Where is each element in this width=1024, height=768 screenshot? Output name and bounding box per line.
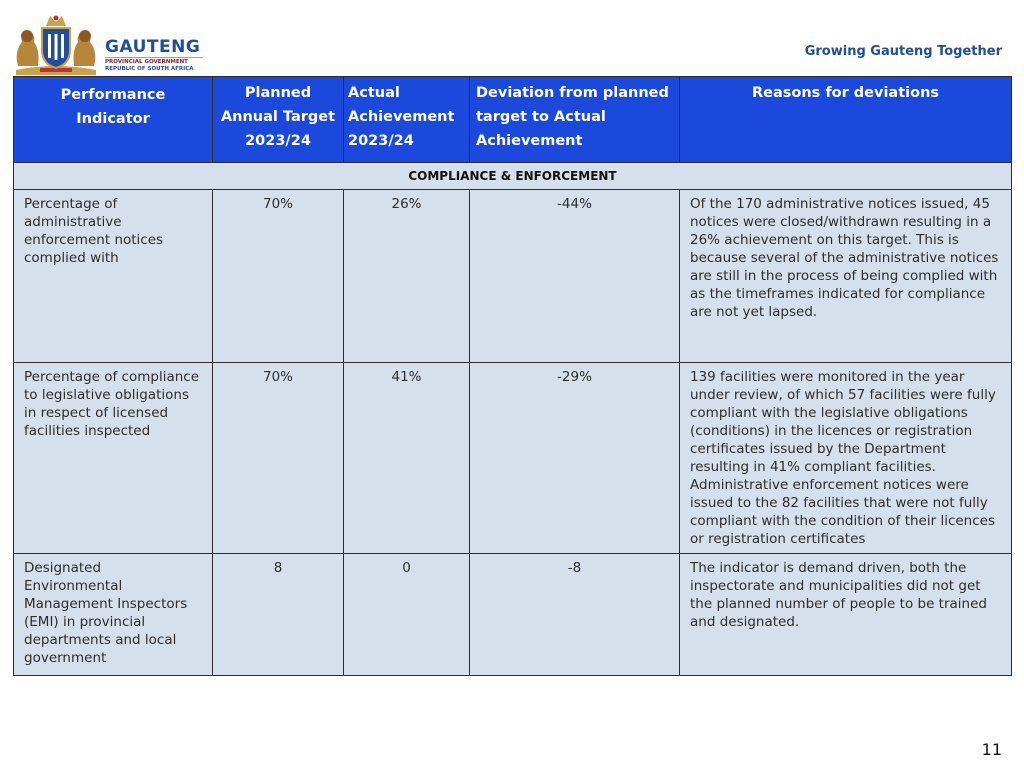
header-row [14,77,1012,163]
brand-subtitle: PROVINCIAL GOVERNMENT [105,59,188,65]
header-indicator: Performance Indicator [14,77,213,163]
page-number: 11 [981,740,1002,759]
actual-cell: 26% [344,190,470,363]
actual-cell: 41% [344,363,470,554]
deviation-cell: -44% [470,190,680,363]
brand-name: GAUTENG [105,37,201,57]
header-reasons: Reasons for deviations [680,77,1012,163]
gauteng-logo [10,12,200,76]
deviation-cell: -29% [470,363,680,554]
header-actual-achievement: Actual Achievement 2023/24 [344,77,470,163]
header-deviation: Deviation from planned target to Actual Achievement [470,77,680,163]
indicator-cell: Percentage of compliance to legislative obligations in respect of licensed facilities inspected [14,363,213,554]
header-planned-target: Planned Annual Target 2023/24 [213,77,344,163]
planned-cell: 8 [213,554,344,676]
indicator-cell: Percentage of administrative enforcement notices complied with [14,190,213,363]
planned-cell: 70% [213,363,344,554]
section-row [14,163,1012,190]
reason-cell: The indicator is demand driven, both the inspectorate and municipalities did not get the planned number of people to be trained and designated. [680,554,1012,676]
table-row [14,363,1012,554]
deviation-cell: -8 [470,554,680,676]
section-title: COMPLIANCE & ENFORCEMENT [14,163,1012,190]
indicator-cell: Designated Environmental Management Inspectors (EMI) in provincial departments and local government [14,554,213,676]
reason-cell: 139 facilities were monitored in the year under review, of which 57 facilities were fully compliant with the legislative obligations (conditions) in the licences or registration certificates issued by the Department resulting in 41% compliant facilities. Administrative enforcement notices were issued to the 82 facilities that were not fully compliant with the condition of their licences or registration certificates [680,363,1012,554]
performance-table [13,76,1012,676]
planned-cell: 70% [213,190,344,363]
brand-divider [105,57,203,58]
brand-block [105,38,203,73]
reason-cell: Of the 170 administrative notices issued, 45 notices were closed/withdrawn resulting in a 26% achievement on this target. This is because several of the administrative notices are still in the process of being complied with as the timeframes indicated for compliance are not yet lapsed. [680,190,1012,363]
coat-of-arms-icon [10,12,102,76]
brand-country: REPUBLIC OF SOUTH AFRICA [105,66,194,72]
table-row [14,190,1012,363]
actual-cell: 0 [344,554,470,676]
tagline: Growing Gauteng Together [804,44,1002,59]
table-row [14,554,1012,676]
